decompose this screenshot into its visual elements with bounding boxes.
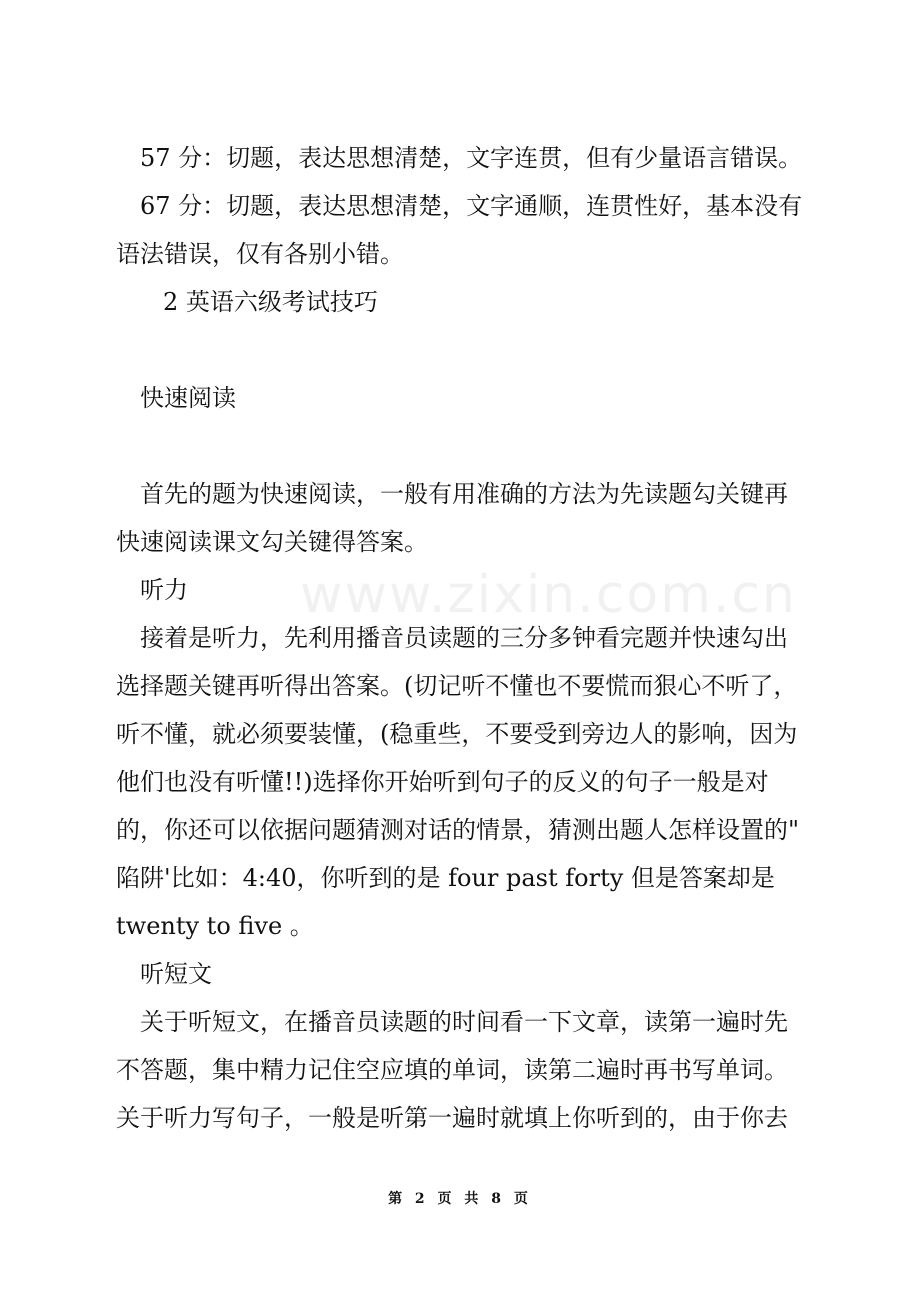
text-line: 67 分：切题，表达思想清楚，文字通顺，连贯性好，基本没有	[140, 192, 803, 220]
text-line: twenty to five 。	[116, 912, 314, 940]
text-line: 的，你还可以依据问题猜测对话的情景，猜测出题人怎样设置的"	[116, 816, 800, 844]
subsection-heading: 听力	[140, 576, 188, 604]
text-line: 首先的题为快速阅读，一般有用准确的方法为先读题勾关键再	[140, 480, 788, 508]
watermark: www.zixin.com.cn	[300, 565, 797, 625]
text-line: 不答题，集中精力记住空应填的单词，读第二遍时再书写单词。	[116, 1056, 788, 1084]
text-line: 接着是听力，先利用播音员读题的三分多钟看完题并快速勾出	[140, 624, 788, 652]
text-line: 语法错误，仅有各别小错。	[116, 240, 404, 268]
text-line: 57 分：切题，表达思想清楚，文字连贯，但有少量语言错误。	[140, 144, 803, 172]
text-line: 他们也没有听懂!!)选择你开始听到句子的反义的句子一般是对	[116, 768, 769, 796]
section-heading: 2 英语六级考试技巧	[163, 288, 378, 316]
text-line: 陷阱'比如：4:40，你听到的是 four past forty 但是答案却是	[116, 864, 775, 892]
subsection-heading: 听短文	[140, 960, 212, 988]
text-line: 关于听短文，在播音员读题的时间看一下文章，读第一遍时先	[140, 1008, 788, 1036]
text-line: 关于听力写句子，一般是听第一遍时就填上你听到的，由于你去	[116, 1104, 788, 1132]
text-line: 听不懂，就必须要装懂，(稳重些，不要受到旁边人的影响，因为	[116, 720, 798, 748]
page-number-footer: 第 2 页 共 8 页	[388, 1191, 532, 1207]
text-line: 选择题关键再听得出答案。(切记听不懂也不要慌而狠心不听了，	[116, 672, 798, 700]
subsection-heading: 快速阅读	[140, 384, 236, 412]
text-line: 快速阅读课文勾关键得答案。	[116, 528, 428, 556]
